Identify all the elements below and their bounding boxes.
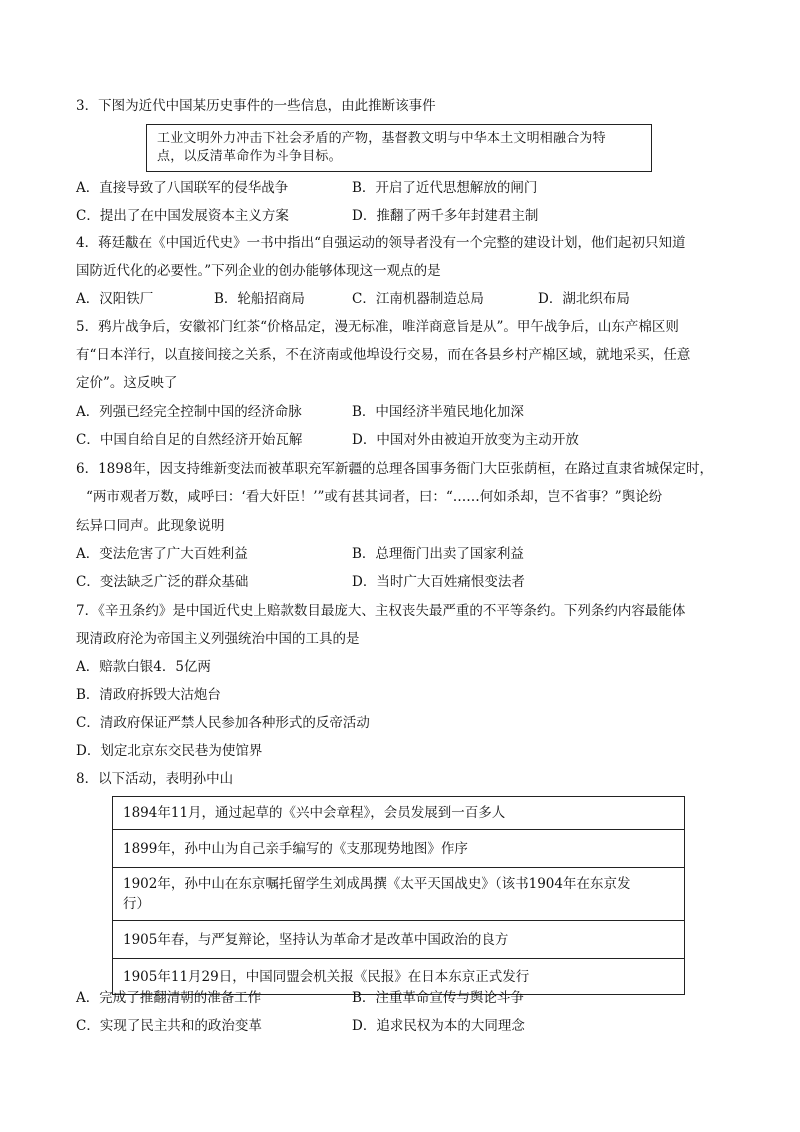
q6-option-c[interactable]: C．变法缺乏广泛的群众基础 bbox=[76, 574, 249, 590]
q5-option-a[interactable]: A．列强已经完全控制中国的经济命脉 bbox=[76, 404, 302, 420]
table-cell: 1905年11月29日，中国同盟会机关报《民报》在日本东京正式发行 bbox=[123, 969, 530, 985]
q8-option-a[interactable]: A．完成了推翻清朝的准备工作 bbox=[76, 990, 262, 1006]
question-3-quote-box bbox=[146, 124, 652, 172]
table-cell: 1905年春，与严复辩论，坚持认为革命才是改革中国政治的良方 bbox=[123, 932, 509, 948]
question-4-stem-line-1: 4．蒋廷黻在《中国近代史》一书中指出“自强运动的领导者没有一个完整的建设计划，他们起初只知道 bbox=[76, 235, 686, 251]
question-6-stem-line-3: 纭异口同声。此现象说明 bbox=[76, 518, 225, 534]
question-7-stem-line-1: 7．《辛丑条约》是中国近代史上赔款数目最庞大、主权丧失最严重的不平等条约。下列条约内容最能体 bbox=[76, 603, 686, 619]
q3-option-a[interactable]: A．直接导致了八国联军的侵华战争 bbox=[76, 180, 289, 196]
table-cell-line-1: 1902年，孙中山在东京嘱托留学生刘成禺撰《太平天国战史》（该书1904年在东京发 bbox=[123, 876, 631, 892]
table-cell-line-2: 行） bbox=[123, 896, 150, 912]
table-cell bbox=[113, 868, 684, 920]
question-3-stem: 3．下图为近代中国某历史事件的一些信息，由此推断该事件 bbox=[76, 98, 436, 114]
q3-option-b[interactable]: B．开启了近代思想解放的闸门 bbox=[352, 180, 538, 196]
q5-option-c[interactable]: C．中国自给自足的自然经济开始瓦解 bbox=[76, 432, 303, 448]
question-6-stem-line-1: 6．1898年，因支持维新变法而被革职充军新疆的总理各国事务衙门大臣张荫桓，在路过直隶省城保定时， bbox=[76, 461, 713, 477]
q6-option-d[interactable]: D．当时广大百姓痛恨变法者 bbox=[352, 574, 525, 590]
q4-option-d[interactable]: D．湖北织布局 bbox=[538, 291, 630, 307]
table-row bbox=[113, 868, 684, 921]
question-8-table bbox=[112, 796, 685, 995]
question-4-stem-line-2: 国防近代化的必要性。”下列企业的创办能够体现这一观点的是 bbox=[76, 263, 441, 279]
question-8-stem: 8．以下活动，表明孙中山 bbox=[76, 771, 234, 787]
table-row bbox=[113, 830, 684, 868]
quote-line-1: 工业文明外力冲击下社会矛盾的产物，基督教文明与中华本土文明相融合为特 bbox=[157, 131, 606, 146]
q7-option-d[interactable]: D．划定北京东交民巷为使馆界 bbox=[76, 743, 263, 759]
question-6-stem-line-2: “两市观者万数，咸呼曰：‘看大奸臣！’”或有甚其词者，曰：“……何如杀却，岂不省事？”舆论纷 bbox=[86, 489, 663, 505]
q5-option-d[interactable]: D．中国对外由被迫开放变为主动开放 bbox=[352, 432, 579, 448]
question-7-stem-line-2: 现清政府沦为帝国主义列强统治中国的工具的是 bbox=[76, 631, 360, 647]
q6-option-b[interactable]: B．总理衙门出卖了国家利益 bbox=[352, 546, 524, 562]
table-row bbox=[113, 797, 684, 830]
question-5-stem-line-2: 有“日本洋行，以直接间接之关系，不在济南或他埠设行交易，而在各县乡村产棉区域，就地采买，任意 bbox=[76, 347, 691, 363]
q3-option-c[interactable]: C．提出了在中国发展资本主义方案 bbox=[76, 208, 289, 224]
q8-option-b[interactable]: B．注重革命宣传与舆论斗争 bbox=[352, 990, 524, 1006]
q8-option-c[interactable]: C．实现了民主共和的政治变革 bbox=[76, 1018, 262, 1034]
q3-option-d[interactable]: D．推翻了两千多年封建君主制 bbox=[352, 208, 539, 224]
q4-option-c[interactable]: C．江南机器制造总局 bbox=[352, 291, 484, 307]
quote-line-2: 点，以反清革命作为斗争目标。 bbox=[157, 149, 342, 164]
q7-option-a[interactable]: A．赔款白银4．5亿两 bbox=[76, 659, 211, 675]
q8-option-d[interactable]: D．追求民权为本的大同理念 bbox=[352, 1018, 525, 1034]
q6-option-a[interactable]: A．变法危害了广大百姓利益 bbox=[76, 546, 248, 562]
q7-option-b[interactable]: B．清政府拆毁大沽炮台 bbox=[76, 687, 221, 703]
q7-option-c[interactable]: C．清政府保证严禁人民参加各种形式的反帝活动 bbox=[76, 715, 370, 731]
q4-option-a[interactable]: A．汉阳铁厂 bbox=[76, 291, 154, 307]
table-cell: 1899年，孙中山为自己亲手编写的《支那现势地图》作序 bbox=[123, 841, 468, 857]
q5-option-b[interactable]: B．中国经济半殖民地化加深 bbox=[352, 404, 524, 420]
question-5-stem-line-3: 定价”。这反映了 bbox=[76, 375, 178, 391]
q4-option-b[interactable]: B．轮船招商局 bbox=[214, 291, 305, 307]
question-5-stem-line-1: 5．鸦片战争后，安徽祁门红茶“价格品定，漫无标准，唯洋商意旨是从”。甲午战争后，山东产棉区则 bbox=[76, 319, 679, 335]
table-row bbox=[113, 921, 684, 959]
table-cell: 1894年11月，通过起草的《兴中会章程》，会员发展到一百多人 bbox=[123, 805, 506, 821]
